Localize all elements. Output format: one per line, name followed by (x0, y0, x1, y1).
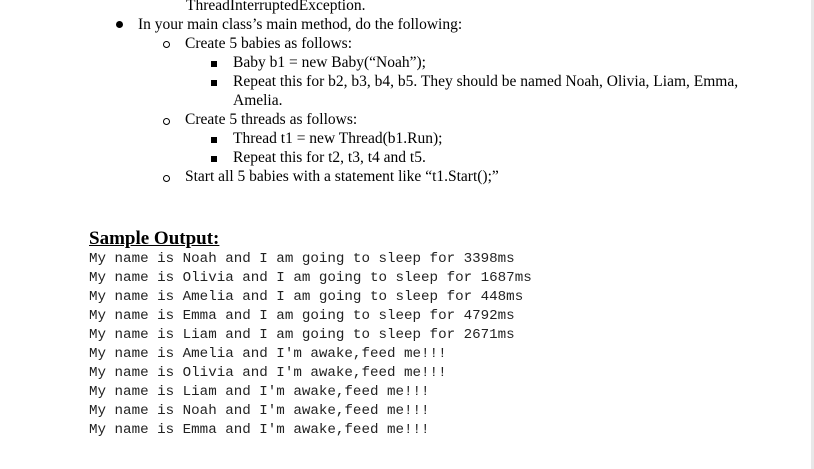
output-line: My name is Liam and I'm awake,feed me!!! (89, 384, 430, 400)
instruction-start-babies: Start all 5 babies with a statement like “t1.Start();” (185, 168, 499, 185)
output-line: My name is Olivia and I am going to sleep for 1687ms (89, 270, 532, 286)
instruction-thread-t1: Thread t1 = new Thread(b1.Run); (233, 130, 443, 147)
instruction-create-babies: Create 5 babies as follows: (185, 35, 353, 52)
instruction-repeat-babies: Repeat this for b2, b3, b4, b5. They should be named Noah, Olivia, Liam, Emma, (233, 73, 739, 90)
hollow-bullet-icon (163, 118, 170, 125)
hollow-bullet-icon (163, 175, 170, 182)
instruction-create-threads: Create 5 threads as follows: (185, 111, 358, 128)
square-bullet-icon (211, 80, 217, 86)
output-line: My name is Amelia and I'm awake,feed me!!! (89, 346, 447, 362)
sample-output-heading: Sample Output: (89, 228, 220, 249)
hollow-bullet-icon (163, 41, 170, 48)
output-line: My name is Emma and I'm awake,feed me!!! (89, 422, 430, 438)
output-line: My name is Liam and I am going to sleep for 2671ms (89, 327, 515, 343)
output-line: My name is Emma and I am going to sleep for 4792ms (89, 308, 515, 324)
instruction-baby-b1: Baby b1 = new Baby(“Noah”); (233, 54, 426, 71)
output-line: My name is Amelia and I am going to sleep for 448ms (89, 289, 524, 305)
output-line: My name is Olivia and I'm awake,feed me!!! (89, 365, 447, 381)
output-line: My name is Noah and I'm awake,feed me!!! (89, 403, 430, 419)
output-line: My name is Noah and I am going to sleep for 3398ms (89, 251, 515, 267)
instruction-repeat-babies-cont: Amelia. (233, 92, 283, 109)
continuation-line: ThreadInterruptedException. (186, 0, 366, 14)
square-bullet-icon (211, 61, 217, 67)
filled-bullet-icon (116, 21, 123, 28)
square-bullet-icon (211, 156, 217, 162)
instruction-main-method: In your main class’s main method, do the following: (138, 16, 463, 33)
instruction-repeat-threads: Repeat this for t2, t3, t4 and t5. (233, 149, 426, 166)
square-bullet-icon (211, 137, 217, 143)
